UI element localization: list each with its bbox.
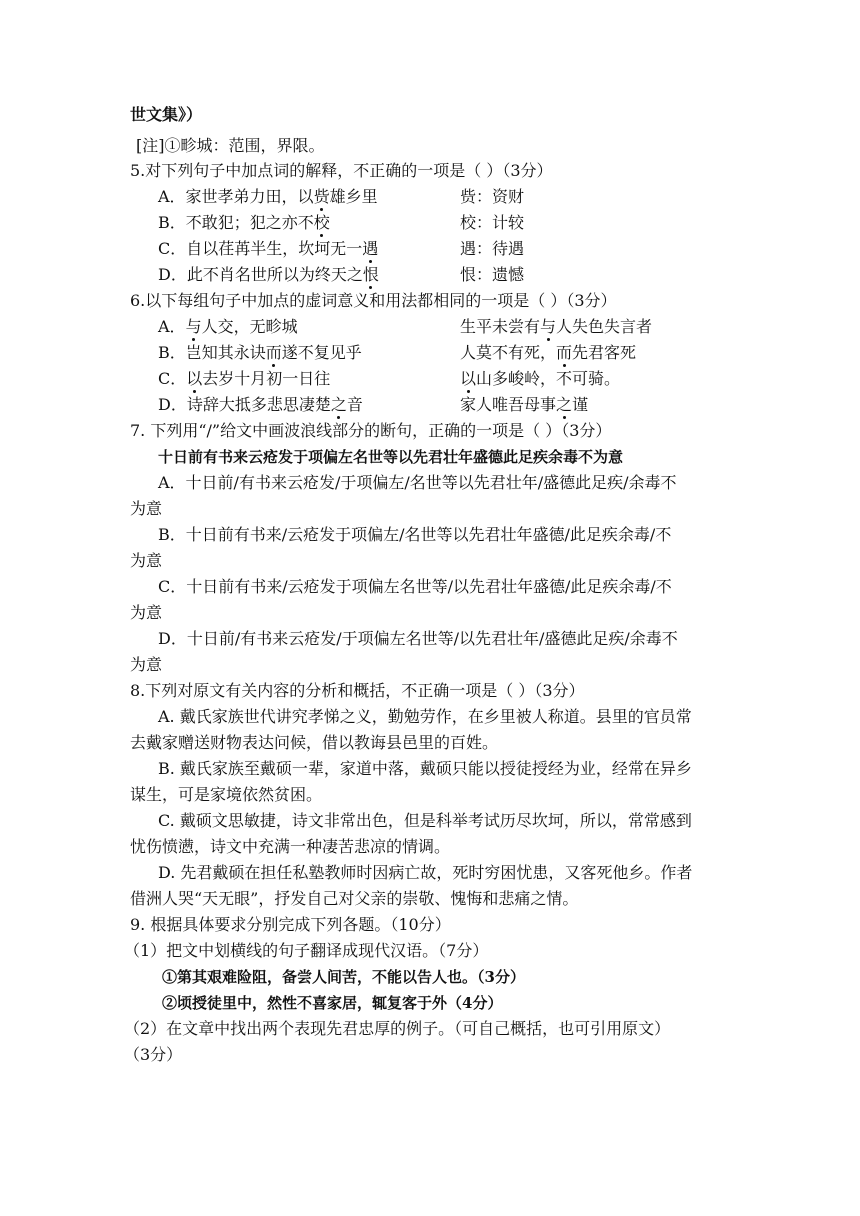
q9-part-1-sentence-2: ②顷授徒里中，然性不喜家居，辄复客于外（4分） — [162, 994, 503, 1012]
q9-part-1-sentence-1: ①第其艰难险阻，备尝人间苦，不能以告人也。（3分） — [162, 968, 525, 986]
question-7: 7. 下列用“/”给文中画波浪线部分的断句，正确的一项是（ ）（3分） — [130, 421, 612, 440]
q7-option-a: A．十日前/有书来云疮发/于项偏左/名世等以先君壮年/盛德此足疾/余毒不 — [158, 473, 677, 492]
q5-option-b-gloss: 校：计较 — [460, 213, 525, 232]
q5-option-a: A．家世孝弟力田，以赀雄乡里 — [158, 187, 378, 206]
q7-option-d-cont: 为意 — [130, 655, 163, 674]
q8-option-d-cont: 借洲人哭“天无眼”，抒发自己对父亲的崇敬、愧悔和悲痛之情。 — [130, 889, 579, 908]
footnote: [注]①畛城：范围，界限。 — [136, 136, 325, 155]
q6-option-d: D．诗辞大抵多悲思凄楚之音 — [158, 395, 363, 414]
q7-option-b: B．十日前有书来/云疮发于项偏左/名世等以先君壮年盛德/此足疾余毒/不 — [158, 525, 672, 544]
question-5: 5.对下列句子中加点词的解释，不正确的一项是（ ）（3分） — [130, 161, 553, 180]
q8-option-c-cont: 忧伤愤懑，诗文中充满一种凄苦悲凉的情调。 — [130, 837, 451, 856]
q7-passage: 十日前有书来云疮发于项偏左名世等以先君壮年盛德此足疾余毒不为意 — [158, 448, 624, 466]
q9-part-2-cont: （3分） — [124, 1045, 183, 1064]
q5-option-a-gloss: 赀：资财 — [460, 187, 525, 206]
q5-option-c-gloss: 遇：待遇 — [460, 239, 525, 258]
q6-option-c: C．以去岁十月初一日往 — [158, 369, 331, 388]
q8-option-a-cont: 去戴家赠送财物表达问候，借以教诲县邑里的百姓。 — [130, 733, 499, 752]
text-line: 世文集》） — [130, 105, 203, 124]
q6-option-b: B．岂知其永诀而遂不复见乎 — [158, 343, 362, 362]
q5-option-b: B．不敢犯；犯之亦不校 — [158, 213, 330, 232]
q6-option-d-right: 家人唯吾母事之谨 — [460, 395, 589, 414]
q7-option-a-cont: 为意 — [130, 499, 163, 518]
q6-option-a-right: 生平未尝有与人失色失言者 — [460, 317, 653, 336]
q9-part-1: （1）把文中划横线的句子翻译成现代汉语。（7分） — [124, 941, 489, 960]
question-8: 8.下列对原文有关内容的分析和概括，不正确一项是（ ）（3分） — [130, 681, 585, 700]
q8-option-b: B. 戴氏家族至戴硕一辈，家道中落，戴硕只能以授徒授经为业，经常在异乡 — [158, 759, 692, 778]
q5-option-d: D．此不肖名世所以为终天之恨 — [158, 265, 379, 284]
q6-option-a: A．与人交，无畛城 — [158, 317, 298, 336]
q7-option-c: C．十日前有书来/云疮发于项偏左名世等/以先君壮年盛德/此足疾余毒/不 — [158, 577, 672, 596]
q6-option-b-right: 人莫不有死，而先君客死 — [460, 343, 637, 362]
q6-option-c-right: 以山多峻岭，不可骑。 — [460, 369, 621, 388]
q7-option-c-cont: 为意 — [130, 603, 163, 622]
q8-option-c: C. 戴硕文思敏捷，诗文非常出色，但是科举考试历尽坎坷，所以，常常感到 — [158, 811, 692, 830]
q7-option-d: D．十日前/有书来云疮发/于项偏左名世等/以先君壮年/盛德此足疾/余毒不 — [158, 629, 678, 648]
q5-option-c: C．自以荏苒半生，坎坷无一遇 — [158, 239, 379, 258]
question-6: 6.以下每组句子中加点的虚词意义和用法都相同的一项是（ ）（3分） — [130, 291, 617, 310]
q5-option-d-gloss: 恨：遗憾 — [460, 265, 525, 284]
q9-part-2: （2）在文章中找出两个表现先君忠厚的例子。（可自己概括，也可引用原文） — [124, 1019, 671, 1038]
q8-option-b-cont: 谋生，可是家境依然贫困。 — [130, 785, 323, 804]
q8-option-a: A. 戴氏家族世代讲究孝悌之义，勤勉劳作，在乡里被人称道。县里的官员常 — [158, 707, 692, 726]
q7-option-b-cont: 为意 — [130, 551, 163, 570]
q8-option-d: D. 先君戴硕在担任私塾教师时因病亡故，死时穷困忧患，又客死他乡。作者 — [158, 863, 693, 882]
question-9: 9. 根据具体要求分别完成下列各题。（10分） — [130, 915, 451, 934]
